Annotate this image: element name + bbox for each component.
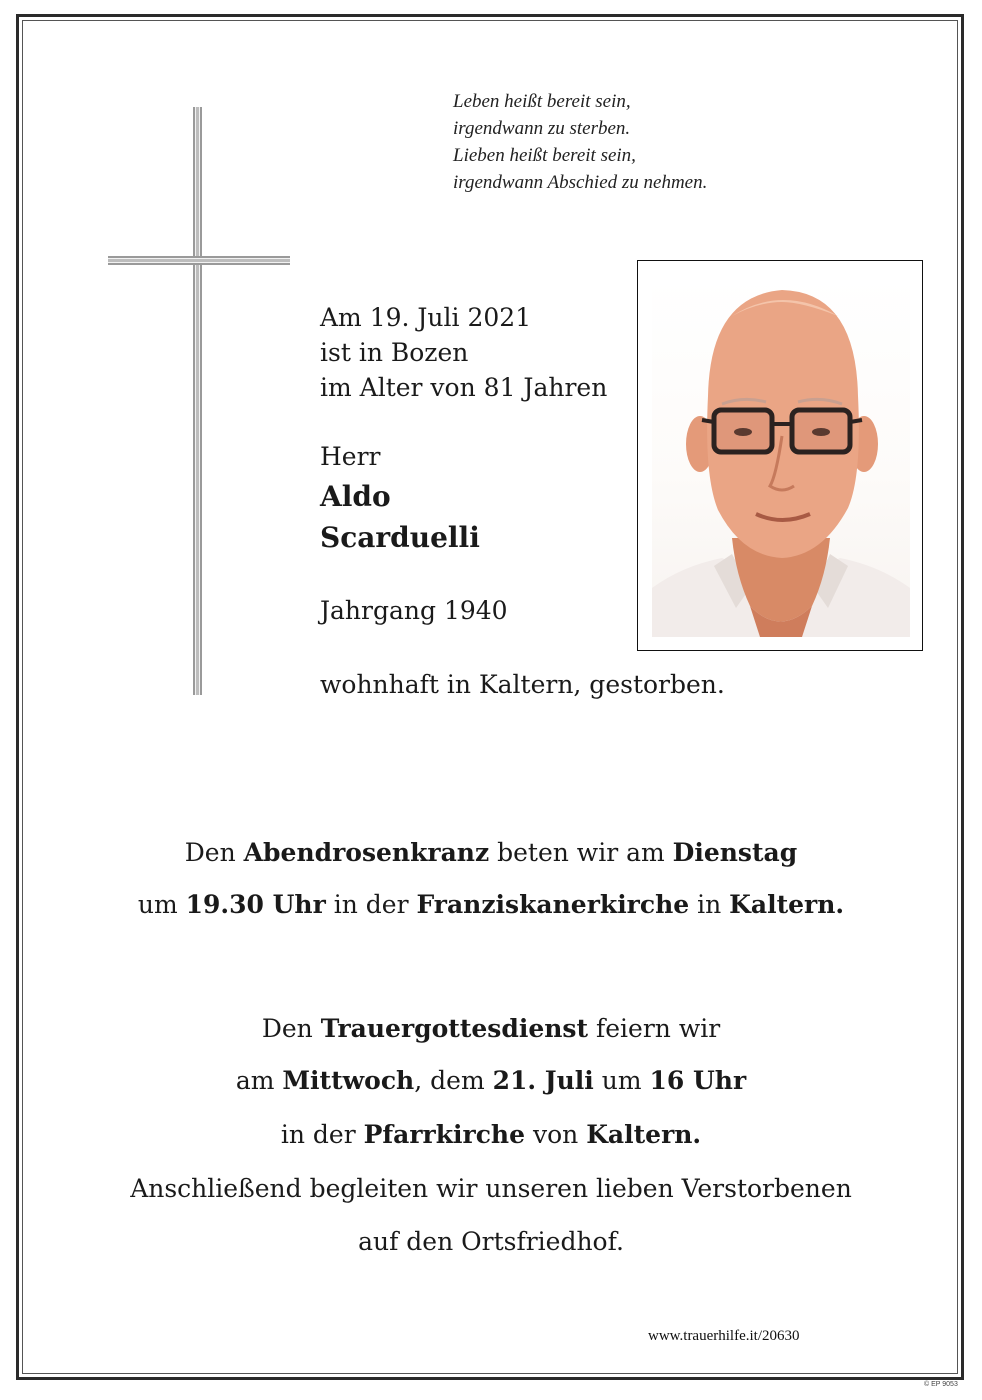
birth-year: Jahrgang 1940 xyxy=(320,596,508,625)
funeral-line-4: Anschließend begleiten wir unseren lieben Verstorbenen xyxy=(130,1174,852,1203)
death-place-line: ist in Bozen xyxy=(320,338,469,367)
death-date-line: Am 19. Juli 2021 xyxy=(320,303,532,332)
funeral-line-5: auf den Ortsfriedhof. xyxy=(358,1227,624,1256)
portrait-photo xyxy=(652,276,910,637)
print-code: © EP 9053 xyxy=(924,1381,958,1388)
last-name: Scarduelli xyxy=(320,521,480,554)
poem-line: Leben heißt bereit sein, xyxy=(453,91,631,112)
funeral-line-3: in der Pfarrkirche von Kaltern. xyxy=(280,1120,702,1149)
funeral-line-1: Den Trauergottesdienst feiern wir xyxy=(261,1014,721,1043)
residence-line: wohnhaft in Kaltern, gestorben. xyxy=(320,670,725,699)
website-link[interactable]: www.trauerhilfe.it/20630 xyxy=(648,1328,800,1344)
rosary-line-2: um 19.30 Uhr in der Franziskanerkirche in Kaltern. xyxy=(137,890,845,919)
poem-line: Lieben heißt bereit sein, xyxy=(453,145,636,166)
poem-line: irgendwann Abschied zu nehmen. xyxy=(453,172,708,193)
first-name: Aldo xyxy=(320,480,391,513)
salutation: Herr xyxy=(320,442,381,471)
rosary-line-1: Den Abendrosenkranz beten wir am Dienstag xyxy=(184,838,798,867)
cross-icon-vertical xyxy=(193,107,202,695)
funeral-line-2: am Mittwoch, dem 21. Juli um 16 Uhr xyxy=(235,1066,747,1095)
poem xyxy=(453,88,707,196)
age-line: im Alter von 81 Jahren xyxy=(320,373,608,402)
poem-line: irgendwann zu sterben. xyxy=(453,118,631,139)
portrait-illustration xyxy=(652,276,910,637)
cross-icon-horizontal xyxy=(108,256,290,265)
